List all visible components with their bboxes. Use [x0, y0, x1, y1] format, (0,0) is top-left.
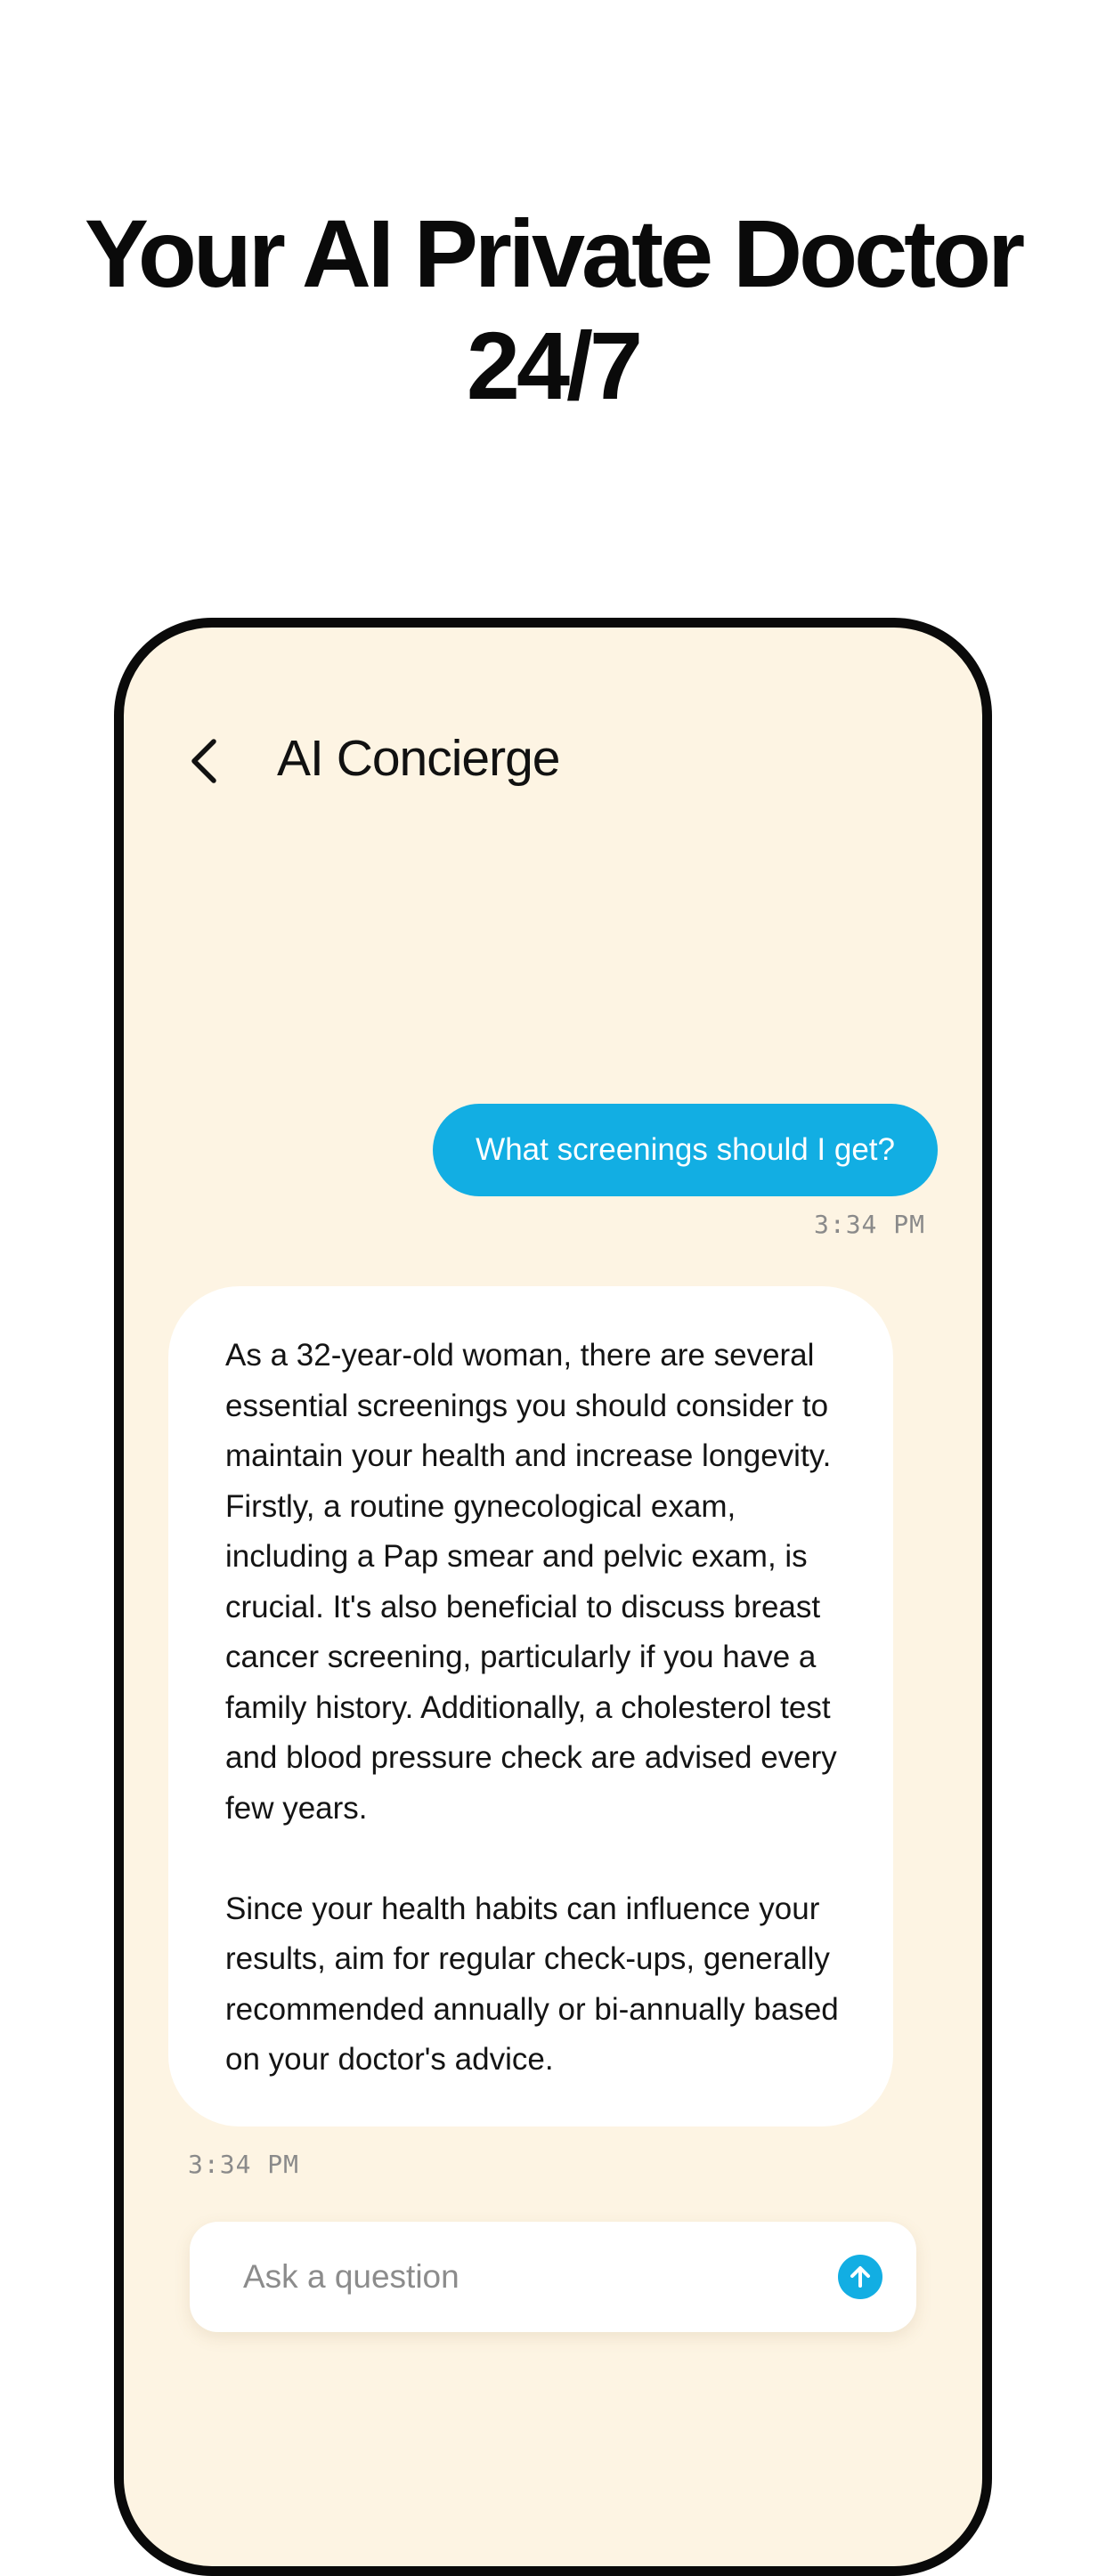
chat-header: [124, 628, 982, 823]
message-composer: [190, 2222, 916, 2332]
user-message-timestamp: 3:34 PM: [813, 1210, 925, 1239]
headline-line-2: 24/7: [466, 312, 640, 419]
ai-message-timestamp: 3:34 PM: [188, 2150, 300, 2179]
arrow-up-icon: [847, 2264, 874, 2290]
promo-headline: [0, 198, 1106, 422]
phone-frame: [114, 618, 992, 2576]
user-message-bubble: What screenings should I get?: [433, 1104, 938, 1196]
ai-message-paragraph: As a 32-year-old woman, there are several essential screenings you should consider to maintain your health and increase longevity. Firstly, a routine gynecological exam, including a Pap smear and pelvic exam, is crucial. It's also beneficial to discuss breast cancer screening, particularly if you have a family history. Additionally, a cholesterol test and blood pressure check are advised every few years.: [225, 1338, 837, 1826]
ai-message-bubble: [168, 1286, 893, 2126]
chat-title: AI Concierge: [277, 730, 560, 787]
send-button[interactable]: [838, 2255, 882, 2299]
back-button[interactable]: [177, 734, 231, 788]
ai-message-paragraph: Since your health habits can influence your results, aim for regular check-ups, generally recommended annually or bi-annually based on your doctor's advice.: [225, 1891, 839, 2077]
headline-line-1: Your AI Private Doctor: [84, 199, 1022, 307]
question-input[interactable]: [243, 2222, 777, 2332]
chevron-left-icon: [189, 738, 219, 784]
